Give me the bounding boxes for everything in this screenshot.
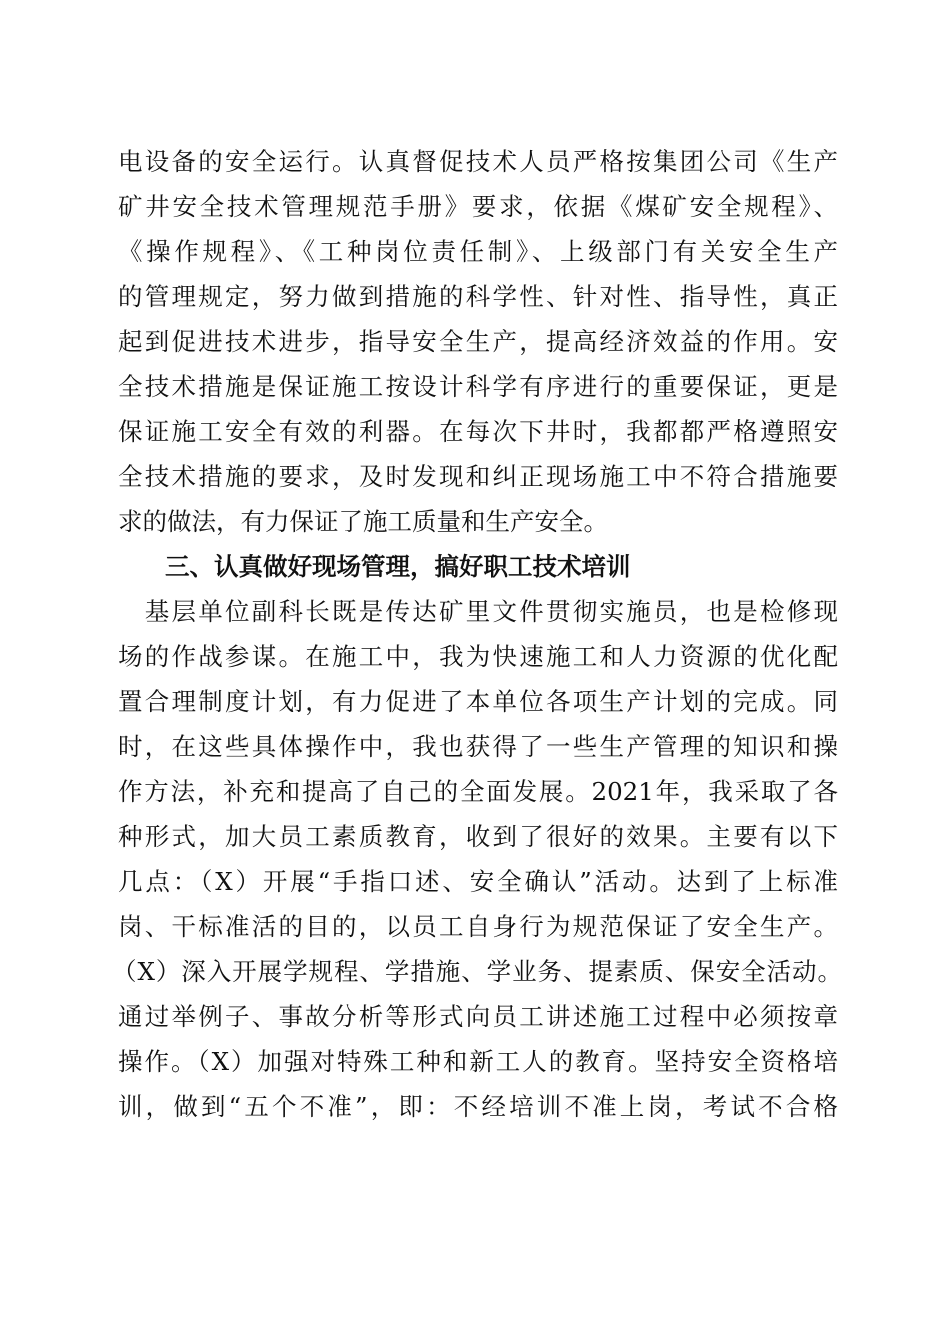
paragraph-line: 几点：（X）开展“手指口述、安全确认”活动。达到了上标准	[118, 867, 838, 896]
paragraph-line: 操作。（X）加强对特殊工种和新工人的教育。坚持安全资格培	[118, 1047, 838, 1076]
paragraph-line: 时，在这些具体操作中，我也获得了一些生产管理的知识和操	[118, 732, 838, 761]
paragraph-line: 场的作战参谋。在施工中，我为快速施工和人力资源的优化配	[118, 642, 838, 671]
section-heading: 三、认真做好现场管理，搞好职工技术培训	[165, 552, 631, 581]
paragraph-line: 岗、干标准活的目的，以员工自身行为规范保证了安全生产。	[118, 912, 838, 941]
paragraph-line: 训，做到“五个不准”，即：不经培训不准上岗，考试不合格	[118, 1092, 838, 1121]
paragraph-line: 矿井安全技术管理规范手册》要求，依据《煤矿安全规程》、	[118, 192, 838, 221]
paragraph-line: 通过举例子、事故分析等形式向员工讲述施工过程中必须按章	[118, 1002, 838, 1031]
paragraph-line: 保证施工安全有效的利器。在每次下井时，我都都严格遵照安	[118, 417, 838, 446]
paragraph-line: 《操作规程》、《工种岗位责任制》、上级部门有关安全生产	[118, 237, 838, 266]
paragraph-line: 基层单位副科长既是传达矿里文件贯彻实施员，也是检修现	[118, 597, 838, 626]
paragraph-line: 的管理规定，努力做到措施的科学性、针对性、指导性，真正	[118, 282, 838, 311]
paragraph-line: 种形式，加大员工素质教育，收到了很好的效果。主要有以下	[118, 822, 838, 851]
paragraph-line: 起到促进技术进步，指导安全生产，提高经济效益的作用。安	[118, 327, 838, 356]
paragraph-line: 求的做法，有力保证了施工质量和生产安全。	[118, 507, 608, 536]
paragraph-line: 作方法，补充和提高了自己的全面发展。2021年，我采取了各	[118, 777, 838, 806]
paragraph-line: 置合理制度计划，有力促进了本单位各项生产计划的完成。同	[118, 687, 838, 716]
paragraph-line: 全技术措施是保证施工按设计科学有序进行的重要保证，更是	[118, 372, 838, 401]
paragraph-line: 全技术措施的要求，及时发现和纠正现场施工中不符合措施要	[118, 462, 838, 491]
paragraph-line: 电设备的安全运行。认真督促技术人员严格按集团公司《生产	[118, 147, 838, 176]
paragraph-line: （X）深入开展学规程、学措施、学业务、提素质、保安全活动。	[112, 957, 842, 986]
